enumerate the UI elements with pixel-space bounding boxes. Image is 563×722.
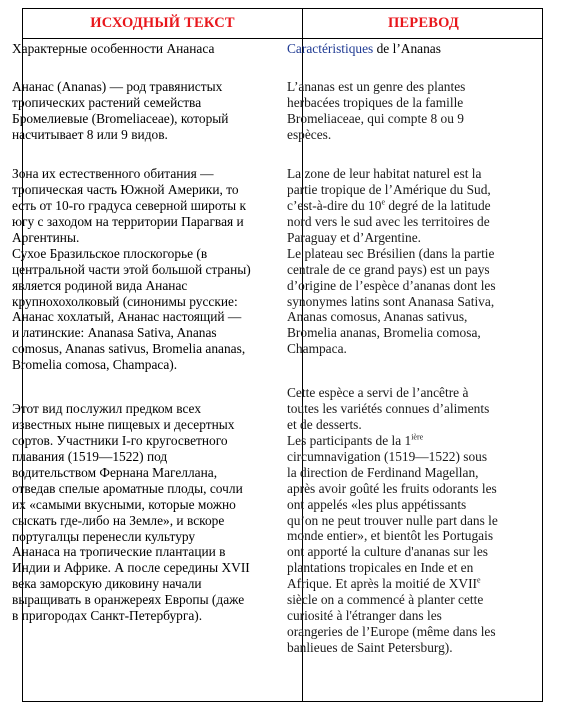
text-line: plantations tropicales en Inde et en	[287, 560, 474, 576]
text-line: их «самыми вкусными, которые можно	[12, 496, 236, 512]
text-line: Bromeliaceae, qui compte 8 ou 9	[287, 110, 464, 126]
text-line: является родиной вида Ананас	[12, 277, 188, 293]
text-line: Сухое Бразильское плоскогорье (в	[12, 245, 208, 261]
text-line: есть от 10-го градуса северной широты к	[12, 197, 247, 213]
translation-paragraph-2	[287, 166, 520, 357]
text-line: тропических растений семейства	[12, 94, 202, 110]
text-line: отведав спелые ароматные плоды, сочли	[12, 480, 243, 496]
translation-title	[287, 41, 441, 57]
text-line: Bromelia comosa, Champaca).	[12, 357, 178, 373]
text-line: Ананас (Ananas) — род травянистых	[12, 79, 223, 94]
text-line: et de desserts.	[287, 416, 362, 432]
title-word: de l’Ananas	[373, 41, 441, 56]
text-line: тропическая часть Южной Америки, то	[12, 181, 239, 197]
text-segment: Les participants de la 1	[287, 432, 412, 448]
text-line: Аргентины.	[12, 229, 80, 245]
text-line: siècle on a commencé à planter cette	[287, 592, 484, 608]
text-line: ont appelés «les plus appétissants	[287, 496, 467, 512]
text-segment: degré de la latitude	[385, 197, 491, 213]
text-line: крупнохохолковый (синонимы русские:	[12, 293, 238, 309]
text-line	[287, 198, 520, 214]
text-line: Этот вид послужил предком всех	[12, 401, 202, 416]
text-line: Bromelia ananas, Bromelia comosa,	[287, 325, 481, 341]
superscript: ière	[411, 432, 424, 442]
text-line: и латинские: Ananasa Sativa, Ananas	[12, 325, 217, 341]
text-line	[287, 576, 520, 592]
text-line: banlieues de Saint Petersburg).	[287, 640, 453, 655]
text-line: partie tropique de l’Amérique du Sud,	[287, 181, 491, 197]
text-line: ont apporté la culture d'ananas sur les	[287, 544, 488, 560]
text-line: après avoir goûté les fruits odorants les	[287, 480, 497, 496]
text-line: Ананас хохлатый, Ананас настоящий —	[12, 309, 242, 325]
text-line: centrale de ce grand pays) est un pays	[287, 261, 490, 277]
translation-heading: ПЕРЕВОД	[387, 15, 460, 31]
text-segment: c’est-à-dire du 10	[287, 197, 382, 213]
text-line: известных ныне пищевых и десертных	[12, 416, 235, 432]
text-line: d’origine de l’espèce d’ananas dont les	[287, 277, 496, 293]
text-line: югу с заходом на территории Парагвая и	[12, 213, 244, 229]
superscript: e	[381, 197, 385, 207]
translation-paragraph-3	[287, 385, 520, 656]
text-line: monde entier», et bientôt les Portugais	[287, 528, 494, 544]
text-line	[287, 433, 520, 449]
text-line: сыскать где-либо на Земле», и вскоре	[12, 512, 225, 528]
text-line: насчитывает 8 или 9 видов.	[12, 126, 168, 142]
source-heading: ИСХОДНЫЙ ТЕКСТ	[90, 15, 235, 31]
text-line: orangeries de l’Europe (même dans les	[287, 624, 496, 640]
text-line: Le plateau sec Brésilien (dans la partie	[287, 245, 495, 261]
text-line: Champaca.	[287, 341, 347, 357]
text-line: водительством Фернана Магеллана,	[12, 464, 218, 480]
text-line: circumnavigation (1519—1522) sous	[287, 448, 488, 464]
source-paragraph-2	[12, 166, 274, 373]
text-line: Ananas comosus, Ananas sativus,	[287, 309, 468, 325]
text-segment: Afrique. Et après la moitié de XVII	[287, 576, 478, 592]
text-line: comosus, Ananas sativus, Bromelia ananas,	[12, 341, 246, 357]
superscript: e	[477, 575, 481, 585]
text-line: Бромелиевые (Bromeliaceae), который	[12, 110, 229, 126]
title-word: Caractéristiques	[287, 41, 374, 56]
text-line: Cette espèce a servi de l’ancêtre à	[287, 385, 469, 400]
text-line: Paraguay et d’Argentine.	[287, 229, 421, 245]
text-line: в пригородах Санкт-Петербурга).	[12, 608, 203, 624]
source-title: Характерные особенности Ананаса	[12, 41, 215, 56]
text-line: toutes les variétés connues d’aliments	[287, 400, 490, 416]
text-line: L’ananas est un genre des plantes	[287, 79, 466, 94]
translation-paragraph-1	[287, 79, 520, 143]
text-line: португалцы перенесли культуру	[12, 528, 196, 544]
text-line: центральной части этой большой страны)	[12, 261, 251, 277]
source-paragraph-1	[12, 79, 274, 143]
text-line: curiosité à l'étranger dans les	[287, 608, 442, 624]
text-line: La zone de leur habitat naturel est la	[287, 166, 482, 181]
header-divider	[23, 38, 542, 39]
source-paragraph-3	[12, 401, 274, 624]
text-line: Индии и Африке. А после середины XVII	[12, 560, 250, 576]
text-line: herbacées tropiques de la famille	[287, 94, 464, 110]
text-line: Зона их естественного обитания —	[12, 166, 214, 181]
text-line: la direction de Ferdinand Magellan,	[287, 464, 479, 480]
text-line: выращивать в оранжереях Европы (даже	[12, 592, 245, 608]
text-line: qu’on ne peut trouver nulle part dans le	[287, 512, 498, 528]
text-line: сортов. Участники I-го кругосветного	[12, 432, 228, 448]
text-line: века заморскую диковину начали	[12, 576, 202, 592]
text-line: плавания (1519—1522) под	[12, 448, 168, 464]
text-line: nord vers le sud avec les territoires de	[287, 213, 490, 229]
text-line: synonymes latins sont Ananasa Sativa,	[287, 293, 495, 309]
text-line: Ананаса на тропические плантации в	[12, 544, 226, 560]
text-line: espèces.	[287, 126, 332, 142]
